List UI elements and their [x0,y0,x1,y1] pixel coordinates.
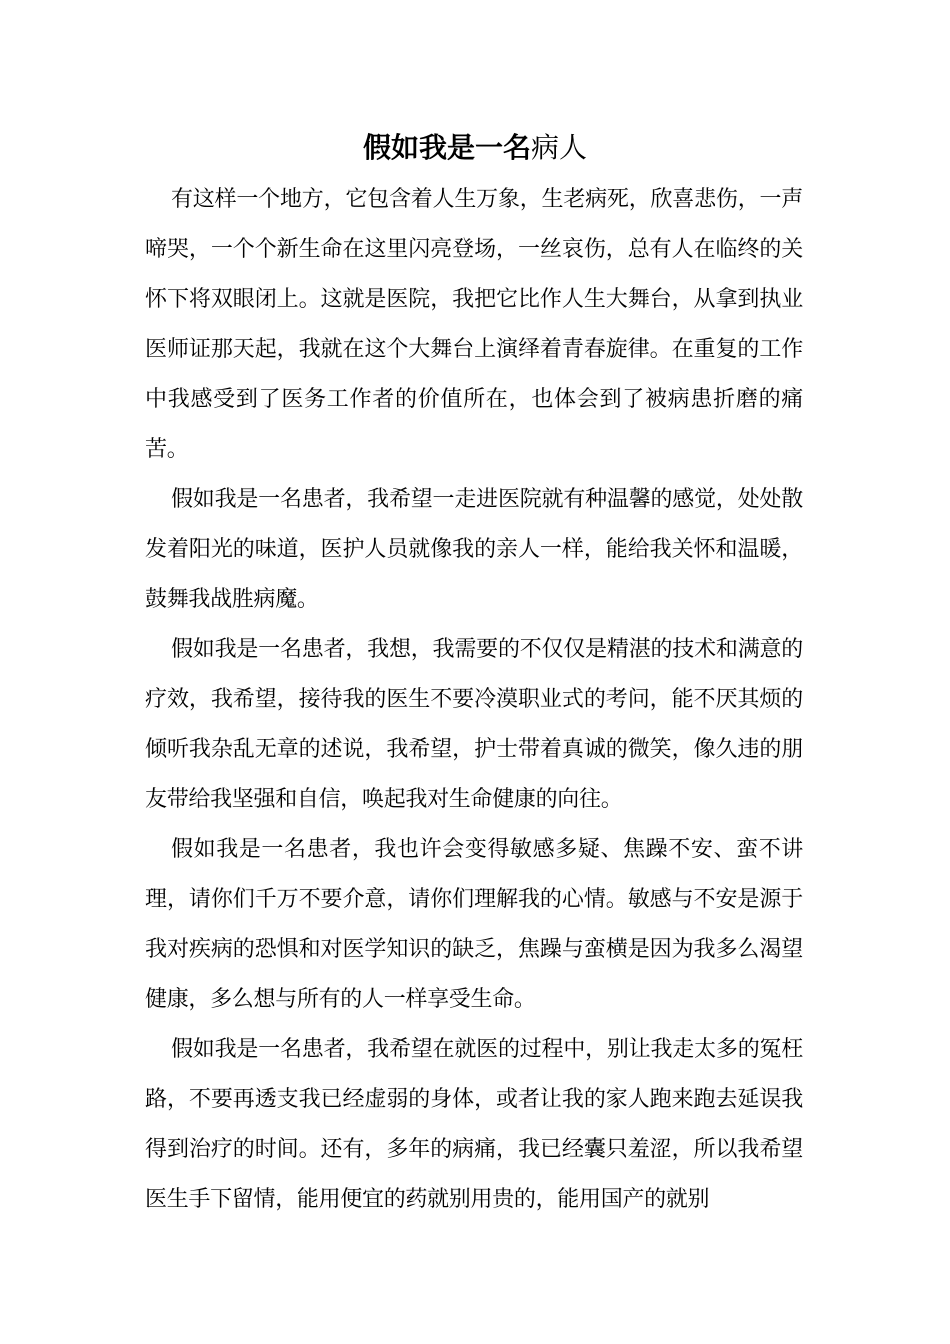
document-body [145,175,803,1225]
paragraph: 有这样一个地方，它包含着人生万象，生老病死，欣喜悲伤，一声啼哭，一个个新生命在这里闪亮登场，一丝哀伤，总有人在临终的关怀下将双眼闭上。这就是医院，我把它比作人生大舞台，从拿到执业医师证那天起，我就在这个大舞台上演绎着青春旋律。在重复的工作中我感受到了医务工作者的价值所在，也体会到了被病患折磨的痛苦。 [145,187,803,462]
paragraph: 假如我是一名患者，我希望在就医的过程中，别让我走太多的冤枉路，不要再透支我已经虚弱的身体，或者让我的家人跑来跑去延误我得到治疗的时间。还有，多年的病痛，我已经囊只羞涩，所以我希望医生手下留情，能用便宜的药就别用贵的，能用国产的就别 [145,1037,803,1212]
paragraph: 假如我是一名患者，我希望一走进医院就有种温馨的感觉，处处散发着阳光的味道，医护人员就像我的亲人一样，能给我关怀和温暖，鼓舞我战胜病魔。 [145,487,803,612]
paragraph: 假如我是一名患者，我也许会变得敏感多疑、焦躁不安、蛮不讲理，请你们千万不要介意，请你们理解我的心情。敏感与不安是源于我对疾病的恐惧和对医学知识的缺乏，焦躁与蛮横是因为我多么渴望健康，多么想与所有的人一样享受生命。 [145,837,803,1012]
paragraph: 假如我是一名患者，我想，我需要的不仅仅是精湛的技术和满意的疗效，我希望，接待我的医生不要冷漠职业式的考问，能不厌其烦的倾听我杂乱无章的述说，我希望，护士带着真诚的微笑，像久违的朋友带给我坚强和自信，唤起我对生命健康的向往。 [145,637,803,812]
title-tail-text: 病人 [531,131,588,164]
document-title [0,128,950,168]
title-main-text: 假如我是一名 [362,131,531,164]
